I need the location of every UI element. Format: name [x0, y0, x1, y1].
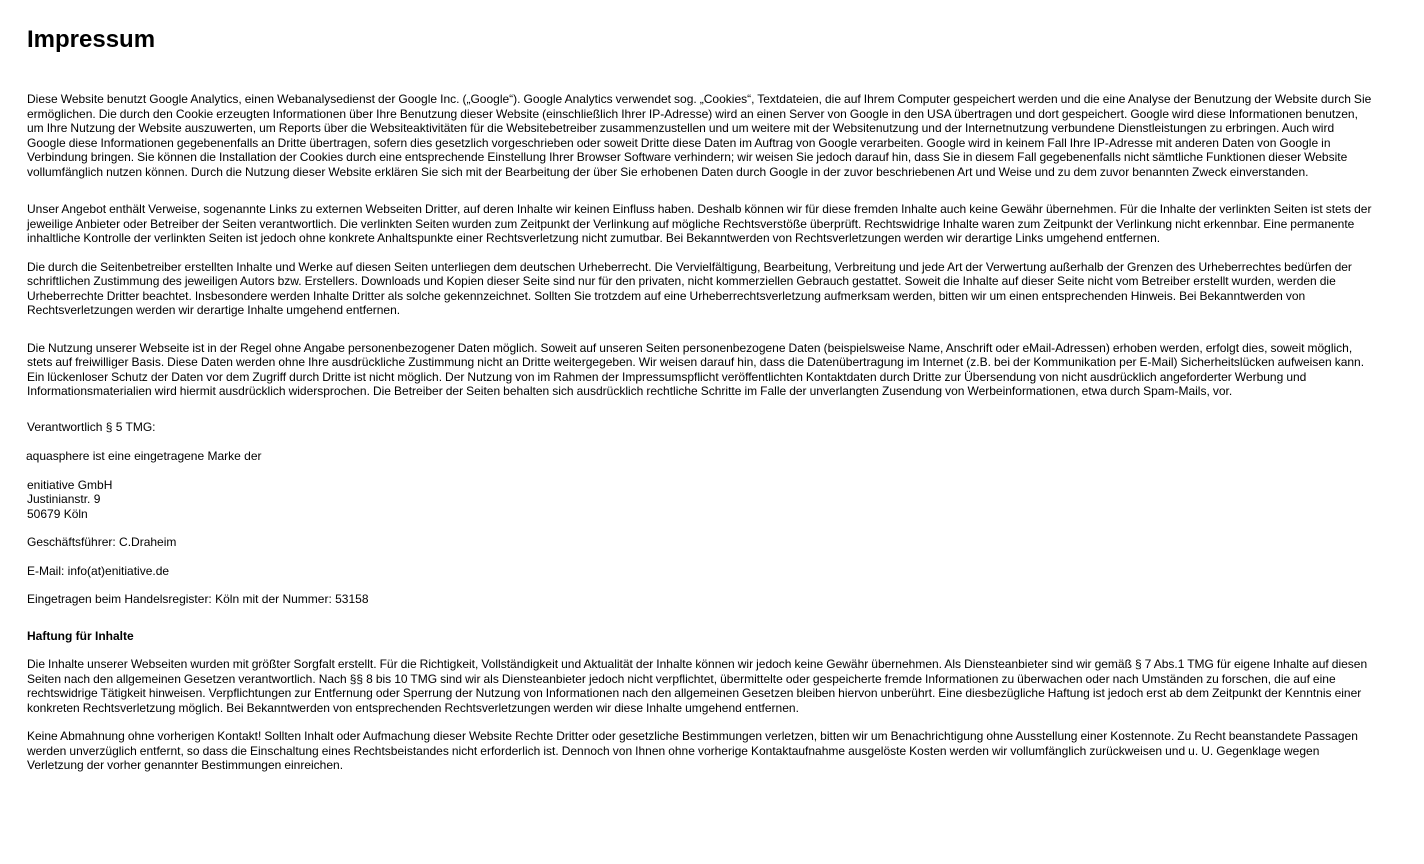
responsible-label: Verantwortlich § 5 TMG: — [27, 419, 156, 434]
company-name: enitiative GmbH — [27, 477, 113, 492]
email-line: E-Mail: info(at)enitiative.de — [27, 563, 170, 578]
liability-heading: Haftung für Inhalte — [27, 628, 134, 643]
impressum-page — [27, 0, 1372, 773]
liability-paragraph: Die Inhalte unserer Webseiten wurden mit größter Sorgfalt erstellt. Für die Richtigkeit, Vollständigkeit und Aktualität der Inhalte können wir jedoch keine Gewähr übernehmen. Als Diensteanbieter sind wir gemäß § 7 Abs.1 TMG für eigene Inhalte auf diesen Seiten nach den allgemeinen Gesetzen verantwortlich. Nach §§ 8 bis 10 TMG sind wir als Diensteanbieter jedoch nicht verpflichtet, übermittelte oder gespeicherte fremde Informationen zu überwachen oder nach Umständen zu forschen, die auf eine rechtswidrige Tätigkeit hinweisen. Verpflichtungen zur Entfernung oder Sperrung der Nutzung von Informationen nach den allgemeinen Gesetzen bleiben hiervon unberührt. Eine diesbezügliche Haftung ist jedoch erst ab dem Zeitpunkt der Kenntnis einer konkreten Rechtsverletzung möglich. Bei Bekanntwerden von entsprechenden Rechtsverletzungen werden wir diese Inhalte umgehend entfernen. — [27, 657, 1368, 715]
links-paragraph: Unser Angebot enthält Verweise, sogenannte Links zu externen Webseiten Dritter, auf deren Inhalte wir keinen Einfluss haben. Deshalb können wir für diese fremden Inhalte auch keine Gewähr übernehmen. Für die Inhalte der verlinkten Seiten ist stets der jeweilige Anbieter oder Betreiber der Seiten verantwortlich. Die verlinkten Seiten wurden zum Zeitpunkt der Verlinkung auf mögliche Rechtsverstöße überprüft. Rechtswidrige Inhalte waren zum Zeitpunkt der Verlinkung nicht erkennbar. Eine permanente inhaltliche Kontrolle der verlinkten Seiten ist jedoch ohne konkrete Anhaltspunkte einer Rechtsverletzung nicht zumutbar. Bei Bekanntwerden von Rechtsverletzungen werden wir derartige Links umgehend entfernen. — [27, 202, 1372, 245]
no-warning-paragraph: Keine Abmahnung ohne vorherigen Kontakt! Sollten Inhalt oder Aufmachung dieser Website Rechte Dritter oder gesetzliche Bestimmungen verletzen, bitten wir um Benachrichtigung ohne Ausstellung einer Kostennote. Zu Recht beanstandete Passagen werden unverzüglich entfernt, so dass die Einschaltung eines Rechtsbeistandes nicht erforderlich ist. Dennoch von Ihnen ohne vorherige Kontaktaufnahme ausgelöste Kosten werden wir vollumfänglich zurückweisen und u. U. Gegenklage wegen Verletzung der vorher genannter Bestimmungen einreichen. — [27, 729, 1358, 772]
company-street: Justinianstr. 9 — [27, 492, 101, 506]
company-address — [27, 478, 1372, 522]
page-title: Impressum — [27, 26, 156, 53]
copyright-paragraph: Die durch die Seitenbetreiber erstellten Inhalte und Werke auf diesen Seiten unterliegen dem deutschen Urheberrecht. Die Vervielfältigung, Bearbeitung, Verbreitung und jede Art der Verwertung außerhalb der Grenzen des Urheberrechtes bedürfen der schriftlichen Zustimmung des jeweiligen Autors bzw. Erstellers. Downloads und Kopien dieser Seite sind nur für den privaten, nicht kommerziellen Gebrauch gestattet. Soweit die Inhalte auf dieser Seite nicht vom Betreiber erstellt wurden, werden die Urheberrechte Dritter beachtet. Insbesondere werden Inhalte Dritter als solche gekennzeichnet. Sollten Sie trotzdem auf eine Urheberrechtsverletzung aufmerksam werden, bitten wir um einen entsprechenden Hinweis. Bei Bekanntwerden von Rechtsverletzungen werden wir derartige Inhalte umgehend entfernen. — [27, 259, 1352, 317]
manager-line: Geschäftsführer: C.Draheim — [27, 535, 177, 549]
analytics-paragraph: Diese Website benutzt Google Analytics, einen Webanalysedienst der Google Inc. („Google“). Google Analytics verwendet sog. „Cookies“, Textdateien, die auf Ihrem Computer gespeichert werden und die eine Analyse der Benutzung der Website durch Sie ermöglichen. Die durch den Cookie erzeugten Informationen über Ihre Benutzung dieser Website (einschließlich Ihrer IP-Adresse) wird an einen Server von Google in den USA übertragen und dort gespeichert. Google wird diese Informationen benutzen, um Ihre Nutzung der Website auszuwerten, um Reports über die Websiteaktivitäten für die Websitebetreiber zusammenzustellen und um weitere mit der Websitenutzung und der Internetnutzung verbundene Dienstleistungen zu erbringen. Auch wird Google diese Informationen gegebenenfalls an Dritte übertragen, sofern dies gesetzlich vorgeschrieben oder soweit Dritte diese Daten im Auftrag von Google verarbeiten. Google wird in keinem Fall Ihre IP-Adresse mit anderen Daten von Google in Verbindung bringen. Sie können die Installation der Cookies durch eine entsprechende Einstellung Ihrer Browser Software verhindern; wir weisen Sie jedoch darauf hin, dass Sie in diesem Fall gegebenenfalls nicht sämtliche Funktionen dieser Website vollumfänglich nutzen können. Durch die Nutzung dieser Website erklären Sie sich mit der Bearbeitung der über Sie erhobenen Daten durch Google in der zuvor beschriebenen Art und Weise und zu dem zuvor benannten Zweck einverstanden. — [27, 92, 1372, 179]
brand-note: aquasphere ist eine eingetragene Marke der — [26, 449, 262, 463]
privacy-paragraph: Die Nutzung unserer Webseite ist in der Regel ohne Angabe personenbezogener Daten möglich. Soweit auf unseren Seiten personenbezogene Daten (beispielsweise Name, Anschrift oder eMail-Adressen) erhoben werden, erfolgt dies, soweit möglich, stets auf freiwilliger Basis. Diese Daten werden ohne Ihre ausdrückliche Zustimmung nicht an Dritte weitergegeben. Wir weisen darauf hin, dass die Datenübertragung im Internet (z.B. bei der Kommunikation per E-Mail) Sicherheitslücken aufweisen kann. Ein lückenloser Schutz der Daten vor dem Zugriff durch Dritte ist nicht möglich. Der Nutzung von im Rahmen der Impressumspflicht veröffentlichten Kontaktdaten durch Dritte zur Übersendung von nicht ausdrücklich angeforderter Werbung und Informationsmaterialien wird hiermit ausdrücklich widersprochen. Die Betreiber der Seiten behalten sich ausdrücklich rechtliche Schritte im Falle der unverlangten Zusendung von Werbeinformationen, etwa durch Spam-Mails, vor. — [27, 340, 1365, 398]
company-city: 50679 Köln — [27, 506, 88, 521]
register-line: Eingetragen beim Handelsregister: Köln mit der Nummer: 53158 — [27, 592, 369, 606]
